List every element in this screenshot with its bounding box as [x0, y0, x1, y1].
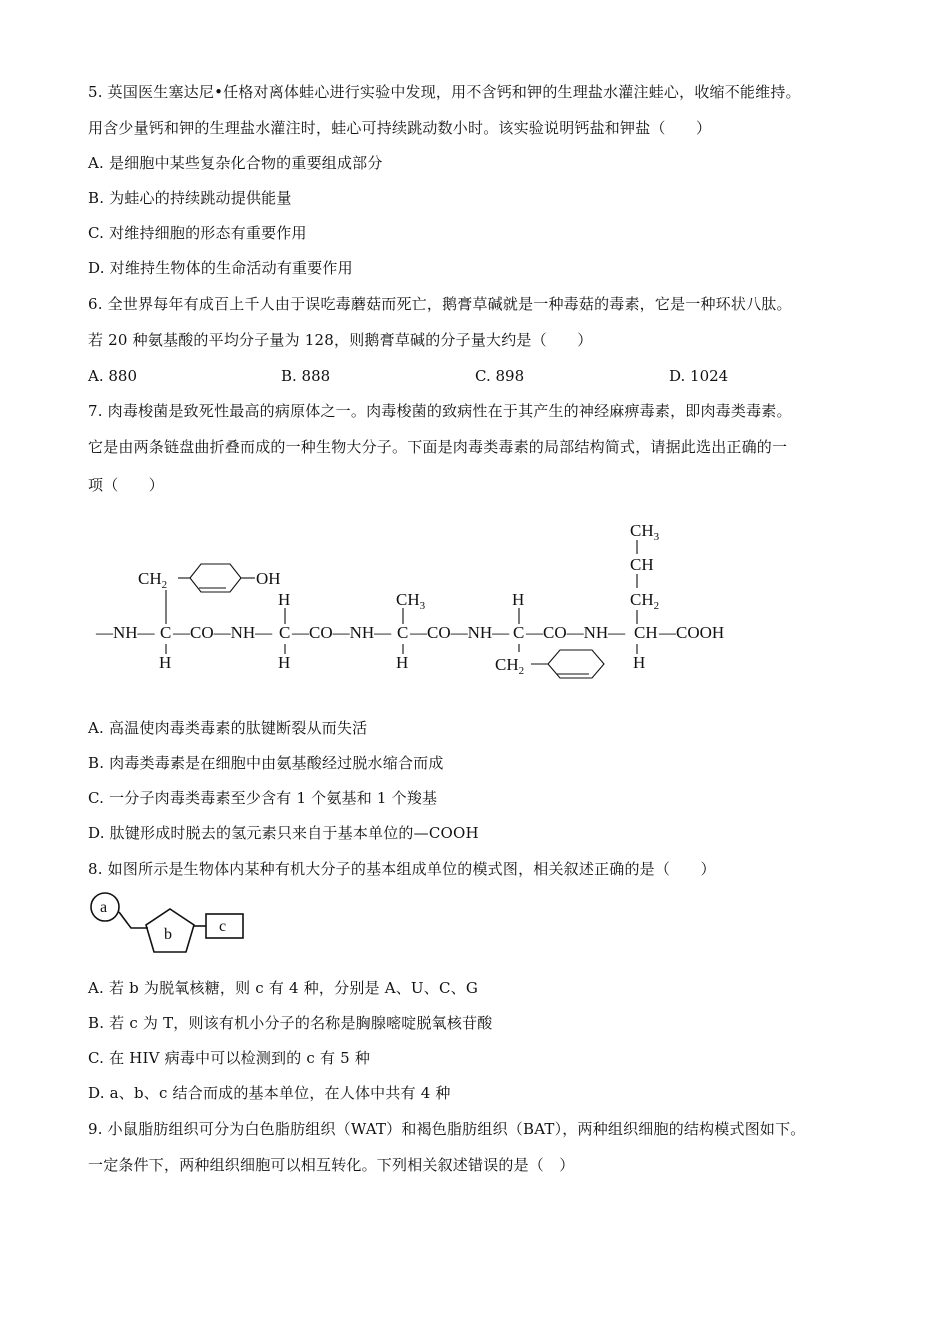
alpha-c-1: C [160, 623, 172, 642]
q7-stem-line2: 它是由两条链盘曲折叠而成的一种生物大分子。下面是肉毒类毒素的局部结构简式，请据此选出正确的一 [88, 438, 788, 456]
q9-stem-line2: 一定条件下，两种组织细胞可以相互转化。下列相关叙述错误的是（ ） [88, 1156, 575, 1174]
q5-option-a: A. 是细胞中某些复杂化合物的重要组成部分 [88, 154, 383, 172]
h-below-c1: H [159, 653, 172, 672]
q7-option-a: A. 高温使肉毒类毒素的肽键断裂从而失活 [88, 719, 368, 737]
q6-option-b: B. 888 [281, 367, 331, 385]
h-below-c2: H [278, 653, 291, 672]
q7-stem-line3: 项（ ） [88, 476, 165, 494]
label-a: a [100, 899, 108, 916]
q9-stem-line1: 9. 小鼠脂肪组织可分为白色脂肪组织（WAT）和褐色脂肪组织（BAT），两种组织细胞的结构模式图如下。 [88, 1120, 806, 1138]
phe-ch2-label: $CH_2$ [495, 655, 525, 677]
ala-ch3-label: $CH_3$ [396, 590, 426, 612]
h-above-c4: H [512, 590, 525, 609]
h-below-c3: H [396, 653, 409, 672]
q5-option-c: C. 对维持细胞的形态有重要作用 [88, 224, 307, 242]
alpha-c-3: C [397, 623, 409, 642]
alpha-c-5: CH [634, 623, 658, 642]
tyr-oh-label: OH [256, 569, 281, 588]
q7-option-b: B. 肉毒类毒素是在细胞中由氨基酸经过脱水缩合而成 [88, 754, 444, 772]
label-c: c [219, 918, 227, 935]
q5-stem-line2: 用含少量钙和钾的生理盐水灌注时，蛙心可持续跳动数小时。该实验说明钙盐和钾盐（ ） [88, 119, 712, 137]
q7-option-c: C. 一分子肉毒类毒素至少含有 1 个氨基和 1 个羧基 [88, 789, 438, 807]
q6-option-d: D. 1024 [669, 367, 729, 385]
q6-stem-line2: 若 20 种氨基酸的平均分子量为 128，则鹅膏草碱的分子量大约是（ ） [88, 331, 593, 349]
cooh-label: —COOH [659, 623, 725, 642]
ile-ch3-label: $CH_3$ [630, 521, 660, 543]
q8-option-c: C. 在 HIV 病毒中可以检测到的 c 有 5 种 [88, 1049, 371, 1067]
ile-ch-label: CH [630, 555, 654, 574]
tyr-ch2-label: $CH_2$ [138, 569, 168, 591]
q8-option-b: B. 若 c 为 T，则该有机小分子的名称是胸腺嘧啶脱氧核苷酸 [88, 1014, 493, 1032]
h-above-c2: H [278, 590, 291, 609]
main-nh-1: —NH— [96, 623, 155, 642]
q5-option-b: B. 为蛙心的持续跳动提供能量 [88, 189, 292, 207]
peptide-link-1: —CO—NH— [173, 623, 273, 642]
q6-option-c: C. 898 [475, 367, 525, 385]
q5-option-d: D. 对维持生物体的生命活动有重要作用 [88, 259, 353, 277]
peptide-link-3: —CO—NH— [410, 623, 510, 642]
ile-ch2-label: $CH_2$ [630, 590, 660, 612]
q8-stem-line1: 8. 如图所示是生物体内某种有机大分子的基本组成单位的模式图，相关叙述正确的是（ ） [88, 860, 716, 878]
h-below-c5: H [633, 653, 646, 672]
q8-option-d: D. a、b、c 结合而成的基本单位，在人体中共有 4 种 [88, 1084, 451, 1102]
label-b: b [164, 926, 172, 943]
bond-a-b [119, 912, 148, 928]
q7-option-d: D. 肽键形成时脱去的氢元素只来自于基本单位的—COOH [88, 824, 479, 842]
alpha-c-4: C [513, 623, 525, 642]
q7-stem-line1: 7. 肉毒梭菌是致死性最高的病原体之一。肉毒梭菌的致病性在于其产生的神经麻痹毒素，即肉毒类毒素。 [88, 402, 792, 420]
alpha-c-2: C [279, 623, 291, 642]
q6-option-a: A. 880 [88, 367, 137, 385]
q6-stem-line1: 6. 全世界每年有成百上千人由于误吃毒蘑菇而死亡，鹅膏草碱就是一种毒菇的毒素，它是一种环状八肽。 [88, 295, 792, 313]
q5-stem-line1: 5. 英国医生塞达尼•任格对离体蛙心进行实验中发现，用不含钙和钾的生理盐水灌注蛙心，收缩不能维持。 [88, 83, 801, 101]
peptide-link-4: —CO—NH— [526, 623, 626, 642]
peptide-link-2: —CO—NH— [292, 623, 392, 642]
q8-option-a: A. 若 b 为脱氧核糖，则 c 有 4 种，分别是 A、U、C、G [88, 979, 479, 997]
